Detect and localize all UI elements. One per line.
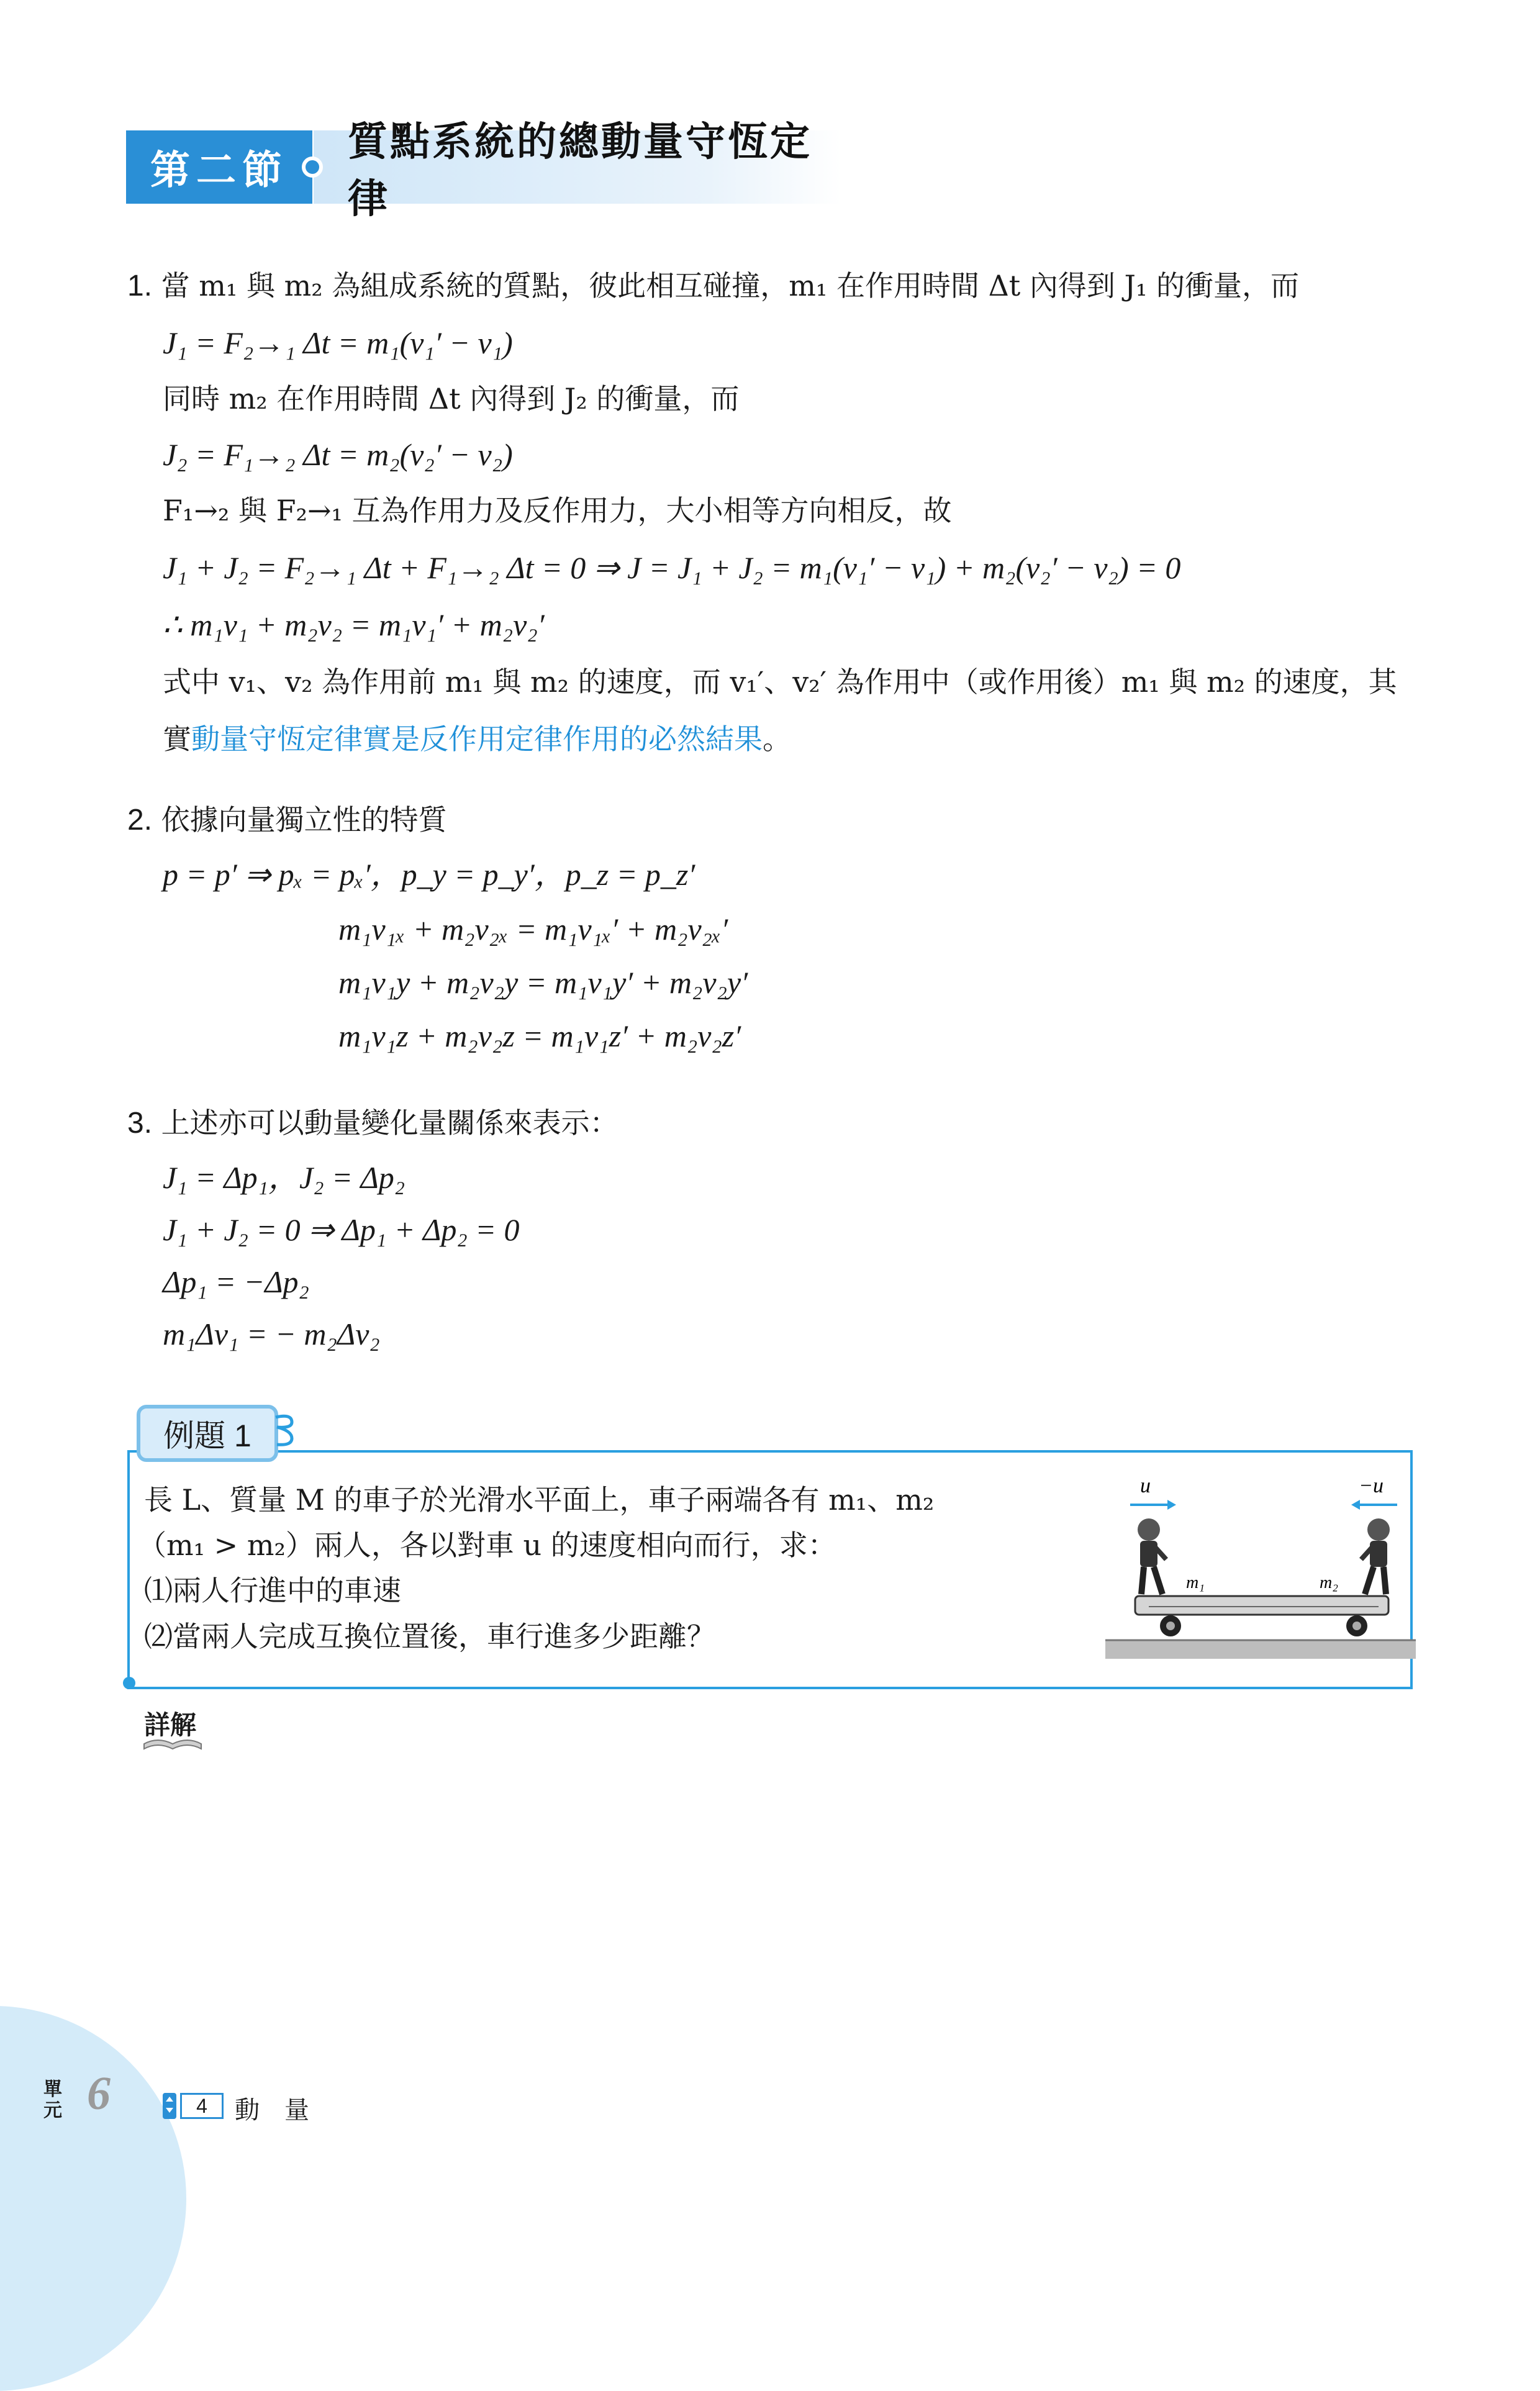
section-label: 第二節: [126, 130, 312, 204]
equation-y: m₁v₁y + m₂v₂y = m₁v₁y′ + m₂v₂y′: [338, 965, 748, 1000]
item-1: [127, 267, 1299, 305]
ground: [1105, 1640, 1416, 1659]
label-minus-u: −u: [1359, 1474, 1384, 1497]
item-number: 2.: [127, 804, 153, 837]
text-line: 同時 m₂ 在作用時間 Δt 內得到 J₂ 的衝量，而: [163, 382, 740, 415]
item-3: [127, 1104, 618, 1142]
conclusion-suffix: 。: [763, 722, 791, 756]
equation-x: m₁v₁ₓ + m₂v₂ₓ = m₁v₁ₓ′ + m₂v₂ₓ′: [338, 912, 728, 946]
cart-body: [1135, 1596, 1388, 1615]
unit-label-2: 元: [43, 2100, 62, 2121]
highlight-text: 動量守恆定律實是反作用定律作用的必然結果: [191, 722, 763, 756]
footer-decoration: [0, 2006, 186, 2391]
equation-j1: J₁ = F₂→₁ Δt = m₁(v₁′ − v₁): [163, 325, 513, 360]
equation-dp: Δp₁ = −Δp₂: [163, 1264, 309, 1299]
conclusion-prefix: 實: [163, 722, 191, 756]
item-number: 1.: [127, 270, 153, 302]
solution-text: 詳解: [144, 1710, 197, 1740]
example-tab: 例題 1: [137, 1405, 278, 1462]
cart-figure: [1105, 1469, 1428, 1674]
equation-z: m₁v₁z + m₂v₂z = m₁v₁z′ + m₂v₂z′: [338, 1019, 741, 1053]
person-m1-icon: [1138, 1518, 1166, 1594]
item-1-text: 當 m₁ 與 m₂ 為組成系統的質點，彼此相互碰撞，m₁ 在作用時間 Δt 內得到 J₁ 的衝量，而: [161, 269, 1300, 302]
conclusion-line: [163, 720, 791, 758]
spring-icon: [273, 1411, 301, 1454]
example-line: （m₁ > m₂）兩人，各以對車 u 的速度相向而行，求：: [138, 1528, 836, 1562]
question-1: ⑴兩人行進中的車速: [144, 1574, 401, 1607]
equation-dv: m₁Δv₁ = − m₂Δv₂: [163, 1317, 380, 1351]
header-dot-icon: [302, 157, 323, 178]
item-3-text: 上述亦可以動量變化量關係來表示：: [161, 1106, 618, 1140]
label-m2: m₂: [1320, 1573, 1338, 1592]
item-2: [127, 801, 447, 839]
equation-p: p = p′ ⇒ pₓ = pₓ′，p_y = p_y′，p_z = p_z′: [163, 857, 695, 892]
box-dot-icon: [123, 1677, 135, 1689]
label-u: u: [1140, 1474, 1151, 1497]
equation-sum: J₁ + J₂ = F₂→₁ Δt + F₁→₂ Δt = 0 ⇒ J = J₁ + J₂ = m₁(v₁′ − v₁) + m₂(v₂′ − v₂) = 0: [163, 550, 1181, 585]
chapter-arrow-icon: [163, 2093, 176, 2119]
unit-label: [43, 2079, 62, 2121]
person-m2-icon: [1361, 1518, 1390, 1594]
label-m1: m₁: [1186, 1573, 1205, 1592]
chapter-title: 動 量: [235, 2096, 309, 2125]
unit-number: 6: [87, 2067, 111, 2120]
book-icon: [143, 1733, 202, 1751]
example-line: 長 L、質量 M 的車子於光滑水平面上，車子兩端各有 m₁、m₂: [144, 1483, 935, 1517]
chapter-number: 4: [180, 2093, 224, 2119]
question-2: ⑵當兩人完成互換位置後，車行進多少距離？: [144, 1620, 715, 1653]
equation-j2: J₂ = F₁→₂ Δt = m₂(v₂′ − v₂): [163, 437, 513, 472]
text-line: 式中 v₁、v₂ 為作用前 m₁ 與 m₂ 的速度，而 v₁′、v₂′ 為作用中（或作用後）m₁ 與 m₂ 的速度，其: [163, 665, 1397, 699]
text-line: F₁→₂ 與 F₂→₁ 互為作用力及反作用力，大小相等方向相反，故: [163, 494, 952, 527]
unit-label-1: 單: [43, 2079, 62, 2100]
section-title: 質點系統的總動量守恆定律: [314, 130, 841, 204]
item-number: 3.: [127, 1107, 153, 1140]
equation-conservation: ∴ m₁v₁ + m₂v₂ = m₁v₁′ + m₂v₂′: [163, 607, 545, 642]
equation-impulse: J₁ = Δp₁，J₂ = Δp₂: [163, 1160, 405, 1195]
equation-zero: J₁ + J₂ = 0 ⇒ Δp₁ + Δp₂ = 0: [163, 1212, 520, 1247]
item-2-text: 依據向量獨立性的特質: [161, 803, 447, 837]
